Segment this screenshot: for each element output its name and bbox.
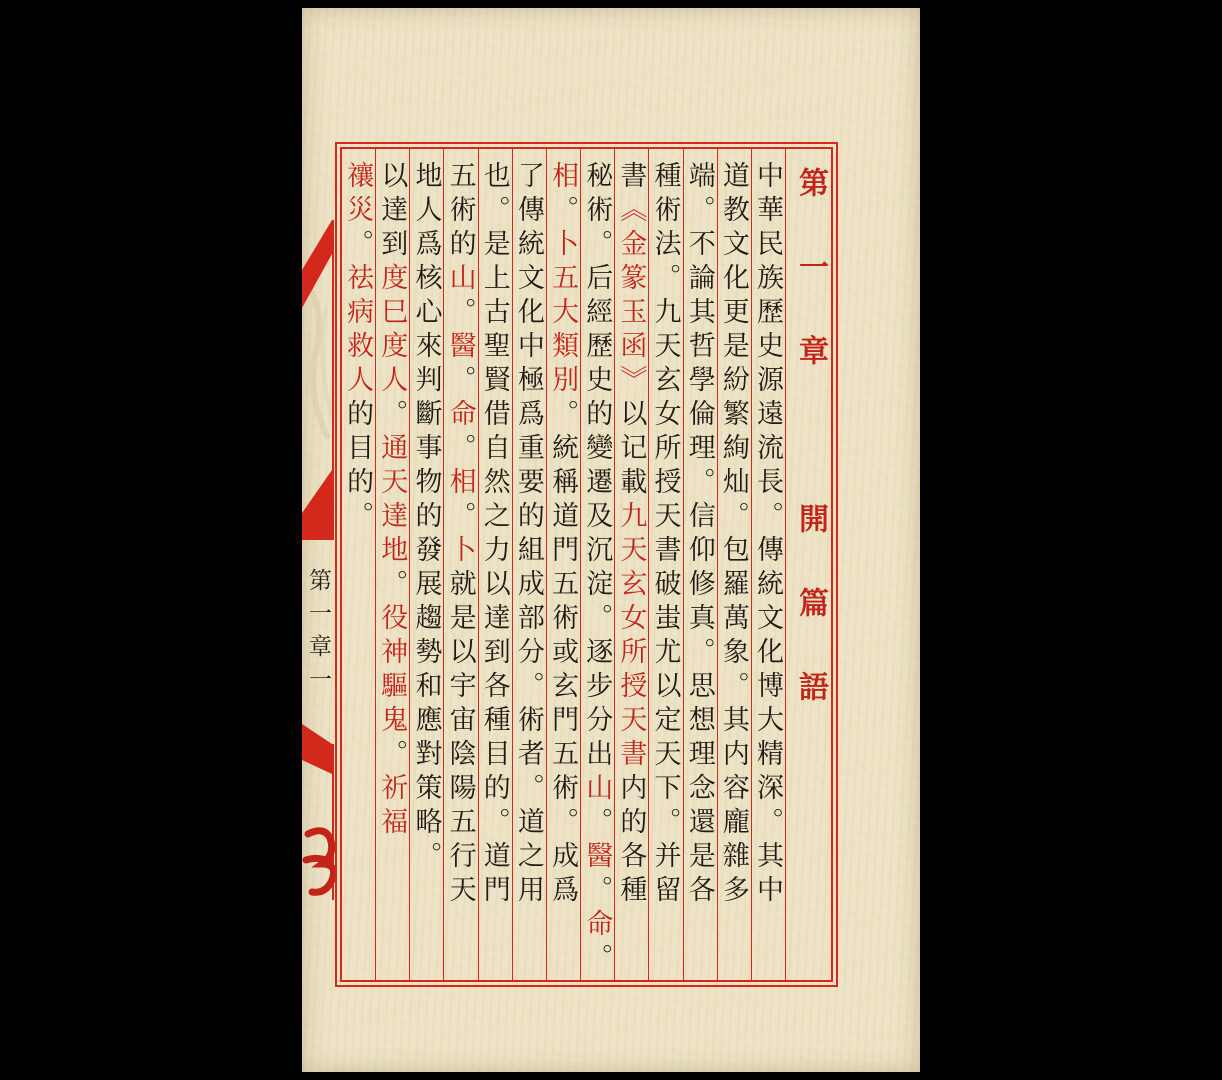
text-run-red: 九天玄女所授天書 xyxy=(616,501,647,773)
book-page xyxy=(302,8,920,1072)
text-column xyxy=(478,149,512,980)
text-run-black: 種術法。九天玄女所授天書破蚩尤以定天下。并留 xyxy=(650,161,681,909)
text-column xyxy=(546,149,580,980)
show-through-marks xyxy=(322,308,332,418)
text-run-red: 相 xyxy=(445,467,476,501)
text-run-black: 以记載 xyxy=(616,399,647,501)
text-run-red: 命 xyxy=(445,399,476,433)
text-run-black: 端。不論其哲學倫理。信仰修真。思想理念還是各 xyxy=(684,161,715,909)
text-column xyxy=(512,149,546,980)
text-column xyxy=(751,149,785,980)
text-run-black: 統稱道門五術或玄門五術。成爲 xyxy=(548,433,579,909)
text-run-black: 。 xyxy=(445,433,476,467)
text-run-black: 。 xyxy=(548,195,579,229)
text-run-red: 第一章 開篇語 xyxy=(794,167,827,755)
chapter-title-column xyxy=(785,149,831,980)
text-run-black: 内的各種 xyxy=(616,773,647,909)
text-run-red: 祛病救人 xyxy=(343,263,374,399)
text-run-black: 了傳統文化中極爲重要的組成部分。術者。道之用 xyxy=(513,161,544,909)
margin-chapter-label: 第一章一 xyxy=(306,568,331,700)
text-run-red: 度巳度人 xyxy=(377,263,408,399)
text-column xyxy=(409,149,443,980)
text-run-black: 的目的。 xyxy=(343,399,374,535)
text-run-red: 卜五大類別 xyxy=(548,229,579,399)
text-run-black: 秘術。后經歷史的變遷及沉淀。逐步分出 xyxy=(582,161,613,773)
text-run-black: 也。是上古聖賢借自然之力以達到各種目的。道門 xyxy=(479,161,510,909)
text-column xyxy=(614,149,648,980)
text-run-red: 《金篆玉函》 xyxy=(616,195,647,399)
text-run-black: 就是以宇宙陰陽五行天 xyxy=(445,569,476,909)
text-run-red: 山 xyxy=(445,263,476,297)
text-run-black: 。 xyxy=(377,739,408,773)
text-column xyxy=(443,149,477,980)
text-run-black: 。 xyxy=(445,365,476,399)
cover-red-band-top xyxy=(302,220,332,308)
text-run-black: 中華民族歷史源遠流長。傳統文化博大精深。其中 xyxy=(753,161,783,909)
text-run-red: 相 xyxy=(548,161,579,195)
text-run-red: 役神驅鬼 xyxy=(377,603,408,739)
text-run-black: 道教文化更是紛繁絢灿。包羅萬象。其内容龐雜多 xyxy=(718,161,749,909)
text-column xyxy=(375,149,409,980)
text-run-black: 。 xyxy=(582,807,613,841)
text-run-black: 。 xyxy=(548,399,579,433)
text-frame-inner xyxy=(340,147,833,982)
text-run-black: 。 xyxy=(582,943,613,977)
text-run-black: 。 xyxy=(377,399,408,433)
cover-red-band-lower xyxy=(302,724,332,774)
text-run-red: 卜 xyxy=(445,535,476,569)
text-column xyxy=(342,149,375,980)
text-run-black: 。 xyxy=(377,569,408,603)
text-run-red: 禳災 xyxy=(343,161,374,229)
text-run-black: 五術的 xyxy=(445,161,476,263)
text-run-red: 通天達地 xyxy=(377,433,408,569)
text-column xyxy=(717,149,751,980)
text-run-black: 。 xyxy=(343,229,374,263)
text-column xyxy=(648,149,682,980)
text-run-black: 書 xyxy=(616,161,647,195)
cover-red-wedge-middle xyxy=(302,470,332,540)
text-run-black: 。 xyxy=(445,297,476,331)
text-column xyxy=(580,149,614,980)
text-run-red: 祈福 xyxy=(377,773,408,841)
text-frame xyxy=(335,142,838,987)
text-run-red: 醫 xyxy=(582,841,613,875)
cover-ornament-glyph xyxy=(306,831,334,892)
text-run-black: 。 xyxy=(582,875,613,909)
text-run-black: 。 xyxy=(445,501,476,535)
text-run-red: 醫 xyxy=(445,331,476,365)
text-run-red: 山 xyxy=(582,773,613,807)
text-run-black: 地人爲核心來判斷事物的發展趨勢和應對策略。 xyxy=(411,161,442,875)
text-run-red: 命 xyxy=(582,909,613,943)
text-run-black: 以達到 xyxy=(377,161,408,263)
text-column xyxy=(683,149,717,980)
